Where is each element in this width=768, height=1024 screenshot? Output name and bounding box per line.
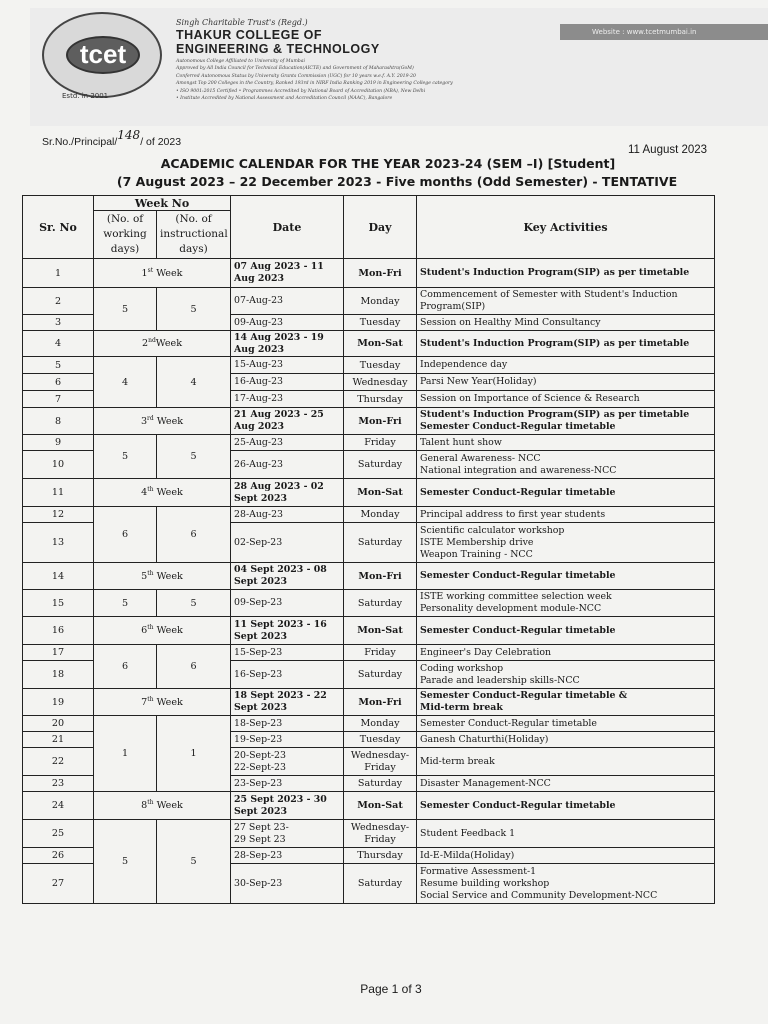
- day-cell: Wednesday-Friday: [344, 748, 417, 776]
- activity-cell: Student's Induction Program(SIP) as per timetable: [417, 259, 715, 288]
- sr-no: 13: [23, 523, 94, 563]
- activity-cell: Semester Conduct-Regular timetable: [417, 479, 715, 507]
- date-cell: 28-Sep-23: [231, 848, 344, 864]
- week-number: 7: [141, 697, 148, 709]
- week-ordinal: st: [147, 266, 154, 274]
- activity-cell: Semester Conduct-Regular timetable: [417, 716, 715, 732]
- activity-line: Parade and leadership skills-NCC: [420, 674, 580, 686]
- activity-cell: Semester Conduct-Regular timetable: [417, 563, 715, 590]
- week-label: [94, 689, 231, 716]
- date-cell: 18-Sep-23: [231, 716, 344, 732]
- date-cell: 07-Aug-23: [231, 288, 344, 315]
- issue-date: 11 August 2023: [628, 144, 708, 156]
- week-word: Week: [156, 571, 183, 583]
- week-word: Week: [156, 268, 183, 280]
- activity-cell: Session on Importance of Science & Research: [417, 391, 715, 408]
- sr-no: 12: [23, 507, 94, 523]
- week-ordinal: th: [147, 695, 154, 703]
- activity-cell: Mid-term break: [417, 748, 715, 776]
- working-days: 5: [94, 435, 157, 479]
- week-word: Week: [156, 416, 184, 428]
- week-ordinal: rd: [147, 414, 154, 422]
- table-row: [23, 563, 715, 590]
- sr-no: 17: [23, 645, 94, 661]
- sr-no: 24: [23, 792, 94, 820]
- week-number: 2: [141, 338, 149, 350]
- date-cell: 07 Aug 2023 - 11 Aug 2023: [231, 259, 344, 288]
- table-row: [23, 689, 715, 716]
- table-row: [23, 435, 715, 451]
- activity-cell: [417, 590, 715, 617]
- website-banner: Website : www.tcetmumbai.in: [560, 24, 768, 40]
- date-cell: 28-Aug-23: [231, 507, 344, 523]
- trust-name: Singh Charitable Trust's (Regd.): [176, 18, 308, 27]
- page-number: Page 1 of 3: [360, 982, 422, 996]
- activity-line: Semester Conduct-Regular timetable: [420, 421, 616, 432]
- working-days: 5: [94, 288, 157, 331]
- date-line: 22-Sept-23: [234, 761, 286, 773]
- activity-line: National integration and awareness-NCC: [420, 464, 617, 476]
- working-days: 1: [94, 716, 157, 792]
- day-cell: Saturday: [344, 776, 417, 792]
- date-cell: 09-Sep-23: [231, 590, 344, 617]
- week-number: 1: [141, 268, 148, 280]
- day-cell: Tuesday: [344, 357, 417, 374]
- accreditation-line: Amongst Top 200 Colleges in the Country, Ranked 193rd in NIRF India Ranking 2019 in Engineering College category: [176, 81, 453, 86]
- date-cell: 16-Aug-23: [231, 374, 344, 391]
- activity-line: Personality development module-NCC: [420, 603, 602, 614]
- activity-cell: [417, 689, 715, 716]
- day-cell: Mon-Fri: [344, 563, 417, 590]
- date-cell: 19-Sep-23: [231, 732, 344, 748]
- day-cell: Tuesday: [344, 732, 417, 748]
- date-cell: 25-Aug-23: [231, 435, 344, 451]
- day-cell: Mon-Sat: [344, 617, 417, 645]
- sr-no: 11: [23, 479, 94, 507]
- header-instruction-days: (No. of instructional days): [157, 211, 231, 259]
- date-line: 20-Sept-23: [234, 749, 286, 761]
- week-ordinal: th: [147, 486, 154, 494]
- table-row: [23, 792, 715, 820]
- week-number: 6: [141, 625, 148, 637]
- activity-cell: Talent hunt show: [417, 435, 715, 451]
- working-days: 6: [94, 507, 157, 563]
- working-days: 4: [94, 357, 157, 408]
- date-cell: 09-Aug-23: [231, 315, 344, 331]
- activity-line: Semester Conduct-Regular timetable &: [420, 690, 628, 701]
- sr-no: 18: [23, 661, 94, 689]
- reference-prefix: Sr.No./Principal/: [42, 136, 118, 148]
- sr-no: 21: [23, 732, 94, 748]
- document-subtitle: (7 August 2023 – 22 December 2023 - Five months (Odd Semester) - TENTATIVE: [116, 174, 678, 189]
- activity-line: General Awareness- NCC: [420, 452, 541, 464]
- day-cell: Saturday: [344, 523, 417, 563]
- sr-no: 22: [23, 748, 94, 776]
- activity-cell: [417, 451, 715, 479]
- week-number: 4: [141, 487, 148, 499]
- activity-cell: Engineer's Day Celebration: [417, 645, 715, 661]
- instruction-days: 4: [157, 357, 231, 408]
- day-cell: Mon-Fri: [344, 259, 417, 288]
- college-name: [176, 28, 380, 56]
- accreditation-line: Approved by All India Council for Technical Education(AICTE) and Government of Maharashtra(GoM): [176, 66, 414, 71]
- week-ordinal: th: [147, 799, 154, 807]
- sr-no: 2: [23, 288, 94, 315]
- week-ordinal: th: [147, 624, 154, 632]
- week-label: [94, 408, 231, 435]
- table-row: [23, 716, 715, 732]
- sr-no: 6: [23, 374, 94, 391]
- instruction-days: 5: [157, 590, 231, 617]
- day-cell: Mon-Fri: [344, 689, 417, 716]
- sr-no: 8: [23, 408, 94, 435]
- day-cell: Saturday: [344, 451, 417, 479]
- activity-line: Scientific calculator workshop: [420, 524, 565, 536]
- day-cell: Mon-Sat: [344, 792, 417, 820]
- day-cell: Wednesday: [344, 374, 417, 391]
- activity-line: ISTE Membership drive: [420, 536, 534, 548]
- week-label: [94, 792, 231, 820]
- date-cell: 17-Aug-23: [231, 391, 344, 408]
- week-word: Week: [156, 487, 183, 499]
- table-row: [23, 820, 715, 848]
- table-row: [23, 590, 715, 617]
- week-number: 8: [141, 800, 148, 812]
- instruction-days: 5: [157, 820, 231, 904]
- week-word: Week: [156, 800, 183, 812]
- sr-no: 20: [23, 716, 94, 732]
- instruction-days: 5: [157, 435, 231, 479]
- accreditation-line: • Institute Accredited by National Assessment and Accreditation Council (NAAC), Bangalore: [176, 96, 393, 101]
- sr-no: 25: [23, 820, 94, 848]
- sr-no: 4: [23, 331, 94, 357]
- sr-no: 26: [23, 848, 94, 864]
- activity-cell: Commencement of Semester with Student's Induction Program(SIP): [417, 288, 715, 315]
- accreditation-line: • ISO 9001:2015 Certified • Programmes Accredited by National Board of Accreditation (NBA), New Delhi: [176, 89, 426, 94]
- week-word: Week: [155, 338, 183, 350]
- table-row: [23, 331, 715, 357]
- activity-cell: Student's Induction Program(SIP) as per timetable: [417, 331, 715, 357]
- day-cell: Thursday: [344, 391, 417, 408]
- reference-number: [42, 128, 182, 148]
- instruction-days: 1: [157, 716, 231, 792]
- sr-no: 1: [23, 259, 94, 288]
- activity-cell: Parsi New Year(Holiday): [417, 374, 715, 391]
- header-week-no: Week No: [94, 196, 231, 211]
- handwritten-number: 148: [117, 128, 141, 142]
- day-cell: Monday: [344, 288, 417, 315]
- reference-suffix: / of 2023: [140, 136, 182, 148]
- college-logo: [42, 12, 162, 98]
- header-key-activities: Key Activities: [417, 196, 715, 259]
- week-number: 3: [140, 416, 148, 428]
- date-cell: 11 Sept 2023 - 16 Sept 2023: [231, 617, 344, 645]
- week-label: [94, 479, 231, 507]
- sr-no: 27: [23, 864, 94, 904]
- instruction-days: 5: [157, 288, 231, 331]
- table-row: [23, 288, 715, 315]
- table-row: [23, 645, 715, 661]
- date-cell: 15-Sep-23: [231, 645, 344, 661]
- activity-cell: [417, 864, 715, 904]
- table-row: [23, 617, 715, 645]
- sr-no: 23: [23, 776, 94, 792]
- activity-cell: Student Feedback 1: [417, 820, 715, 848]
- activity-cell: [417, 661, 715, 689]
- activity-cell: Principal address to first year students: [417, 507, 715, 523]
- table-row: [23, 507, 715, 523]
- date-cell: 25 Sept 2023 - 30 Sept 2023: [231, 792, 344, 820]
- sr-no: 16: [23, 617, 94, 645]
- header-day: Day: [344, 196, 417, 259]
- sr-no: 10: [23, 451, 94, 479]
- day-cell: Thursday: [344, 848, 417, 864]
- date-cell: 15-Aug-23: [231, 357, 344, 374]
- day-cell: Monday: [344, 716, 417, 732]
- header-working-days: (No. of working days): [94, 211, 157, 259]
- week-ordinal: th: [147, 569, 154, 577]
- day-cell: Saturday: [344, 864, 417, 904]
- table-row: [23, 479, 715, 507]
- date-line: 27 Sept 23-: [234, 821, 289, 833]
- activity-cell: Ganesh Chaturthi(Holiday): [417, 732, 715, 748]
- working-days: 5: [94, 590, 157, 617]
- logo-text: tcet: [66, 36, 140, 74]
- date-cell: 28 Aug 2023 - 02 Sept 2023: [231, 479, 344, 507]
- day-cell: Mon-Sat: [344, 331, 417, 357]
- working-days: 5: [94, 820, 157, 904]
- activity-line: Social Service and Community Development-NCC: [420, 889, 658, 901]
- date-cell: 04 Sept 2023 - 08 Sept 2023: [231, 563, 344, 590]
- document-title: ACADEMIC CALENDAR FOR THE YEAR 2023-24 (SEM –I) [Student]: [160, 156, 616, 171]
- date-cell: 18 Sept 2023 - 22 Sept 2023: [231, 689, 344, 716]
- accreditation-line: Autonomous College Affiliated to University of Mumbai: [176, 59, 305, 64]
- sr-no: 19: [23, 689, 94, 716]
- activity-cell: Independence day: [417, 357, 715, 374]
- activity-line: Resume building workshop: [420, 877, 550, 889]
- week-label: [94, 331, 231, 357]
- table-row: [23, 259, 715, 288]
- accreditation-line: Conferred Autonomous Status by University Grants Commission (UGC) for 10 years w.e.f. A.Y. 2019-20: [176, 74, 416, 79]
- date-cell: [231, 748, 344, 776]
- day-cell: Friday: [344, 435, 417, 451]
- activity-line: ISTE working committee selection week: [420, 591, 612, 602]
- date-cell: 23-Sep-23: [231, 776, 344, 792]
- instruction-days: 6: [157, 645, 231, 689]
- date-cell: 30-Sep-23: [231, 864, 344, 904]
- header-sr-no: Sr. No: [23, 196, 94, 259]
- week-label: [94, 259, 231, 288]
- date-cell: 26-Aug-23: [231, 451, 344, 479]
- activity-line: Weapon Training - NCC: [420, 548, 533, 560]
- college-name-line2: ENGINEERING & TECHNOLOGY: [176, 42, 380, 56]
- sr-no: 9: [23, 435, 94, 451]
- header-date: Date: [231, 196, 344, 259]
- date-cell: 02-Sep-23: [231, 523, 344, 563]
- activity-cell: [417, 523, 715, 563]
- week-label: [94, 563, 231, 590]
- table-row: [23, 408, 715, 435]
- date-cell: 21 Aug 2023 - 25 Aug 2023: [231, 408, 344, 435]
- activity-cell: Disaster Management-NCC: [417, 776, 715, 792]
- sr-no: 5: [23, 357, 94, 374]
- working-days: 6: [94, 645, 157, 689]
- activity-line: Student's Induction Program(SIP) as per timetable: [420, 409, 690, 420]
- week-word: Week: [156, 697, 183, 709]
- day-cell: Tuesday: [344, 315, 417, 331]
- activity-cell: Id-E-Milda(Holiday): [417, 848, 715, 864]
- day-cell: Wednesday-Friday: [344, 820, 417, 848]
- week-word: Week: [156, 625, 183, 637]
- table-header-row: [23, 196, 715, 211]
- day-cell: Saturday: [344, 590, 417, 617]
- day-cell: Friday: [344, 645, 417, 661]
- day-cell: Mon-Sat: [344, 479, 417, 507]
- date-cell: 14 Aug 2023 - 19 Aug 2023: [231, 331, 344, 357]
- sr-no: 7: [23, 391, 94, 408]
- activity-line: Coding workshop: [420, 662, 504, 674]
- activity-cell: Semester Conduct-Regular timetable: [417, 792, 715, 820]
- activity-line: Formative Assessment-1: [420, 865, 537, 877]
- sr-no: 14: [23, 563, 94, 590]
- day-cell: Monday: [344, 507, 417, 523]
- day-cell: Mon-Fri: [344, 408, 417, 435]
- established-year: Estd. in 2001: [62, 92, 109, 100]
- sr-no: 15: [23, 590, 94, 617]
- activity-line: Mid-term break: [420, 702, 503, 713]
- activity-cell: Session on Healthy Mind Consultancy: [417, 315, 715, 331]
- instruction-days: 6: [157, 507, 231, 563]
- date-cell: 16-Sep-23: [231, 661, 344, 689]
- activity-cell: [417, 408, 715, 435]
- date-line: 29 Sept 23: [234, 833, 286, 845]
- activity-cell: Semester Conduct-Regular timetable: [417, 617, 715, 645]
- week-ordinal: nd: [148, 337, 156, 345]
- academic-calendar-table: [22, 195, 715, 904]
- table-row: [23, 357, 715, 374]
- sr-no: 3: [23, 315, 94, 331]
- college-name-line1: THAKUR COLLEGE OF: [176, 28, 322, 42]
- week-number: 5: [141, 571, 148, 583]
- day-cell: Saturday: [344, 661, 417, 689]
- week-label: [94, 617, 231, 645]
- date-cell: [231, 820, 344, 848]
